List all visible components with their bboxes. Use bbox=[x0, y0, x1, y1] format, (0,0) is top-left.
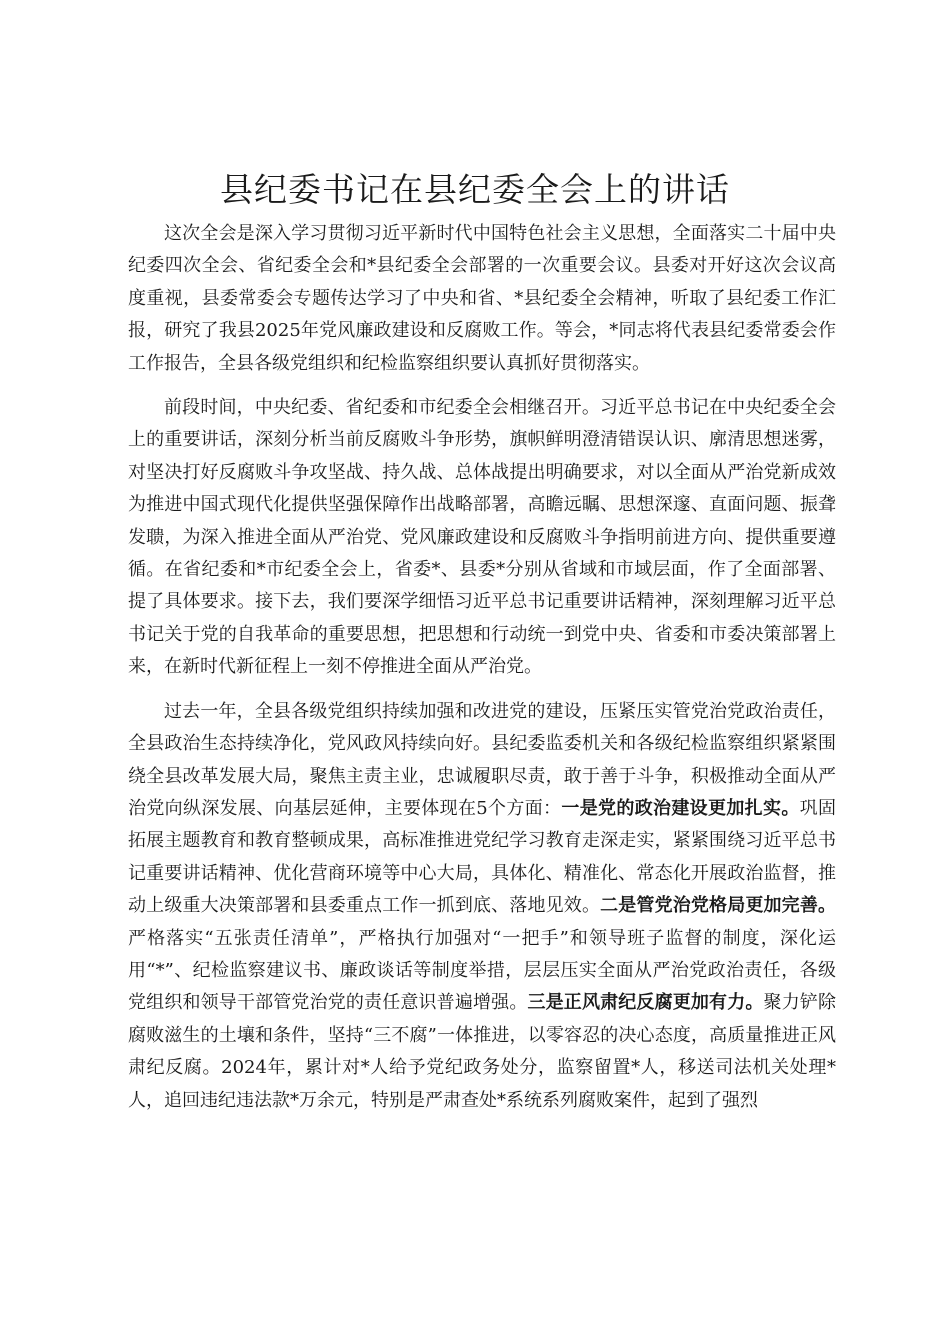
paragraph-2 bbox=[128, 392, 836, 684]
bold-heading-2: 二是管党治党格局更加完善。 bbox=[600, 895, 837, 917]
document-body bbox=[128, 218, 836, 1129]
paragraph-text: 聚力铲除腐败滋生的土壤和条件，坚持“三不腐”一体推进，以零容忍的决心态度，高质量推进正风肃纪反腐。2024年，累计对*人给予党纪政务处分，监察留置*人，移送司法机关处理*人，追回违纪违法款*万余元，特别是严肃查处*系统系列腐败案件，起到了强烈 bbox=[128, 992, 837, 1111]
paragraph-text: 巩固拓展主题教育和教育整顿成果，高标准推进党纪学习教育走深走实，紧紧围绕习近平总书记重要讲话精神、优化营商环境等中心大局，具体化、精准化、常态化开展政治监督，推动上级重大决策部署和县委重点工作一抓到底、落地见效。 bbox=[128, 797, 837, 917]
paragraph-text: 前段时间，中央纪委、省纪委和市纪委全会相继召开。习近平总书记在中央纪委全会上的重要讲话，深刻分析当前反腐败斗争形势，旗帜鲜明澄清错误认识、廓清思想迷雾，对坚决打好反腐败斗争攻坚战、持久战、总体战提出明确要求，对以全面从严治党新成效为推进中国式现代化提供坚强保障作出战略部署，高瞻远瞩、思想深邃、直面问题、振聋发聩，为深入推进全面从严治党、党风廉政建设和反腐败斗争指明前进方向、提供重要遵循。在省纪委和*市纪委全会上，省委*、县委*分别从省域和市域层面，作了全面部署、提了具体要求。接下去，我们要深学细悟习近平总书记重要讲话精神，深刻理解习近平总书记关于党的自我革命的重要思想，把思想和行动统一到党中央、省委和市委决策部署上来，在新时代新征程上一刻不停推进全面从严治党。 bbox=[128, 397, 836, 678]
document-title: 县纪委书记在县纪委全会上的讲话 bbox=[220, 170, 730, 209]
paragraph-text: 严格落实“五张责任清单”，严格执行加强对“一把手”和领导班子监督的制度，深化运用“*”、纪检监察建议书、廉政谈话等制度举措，层层压实全面从严治党政治责任，各级党组织和领导干部管党治党的责任意识普遍增强。 bbox=[128, 927, 836, 1014]
paragraph-1 bbox=[128, 218, 836, 380]
paragraph-text: 过去一年，全县各级党组织持续加强和改进党的建设，压紧压实管党治党政治责任，全县政治生态持续净化，党风政风持续向好。县纪委监委机关和各级纪检监察组织紧紧围绕全县改革发展大局，聚焦主责主业，忠诚履职尽责，敢于善于斗争，积极推动全面从严治党向纵深发展、向基层延伸，主要体现在5个方面： bbox=[128, 700, 836, 819]
paragraph-3 bbox=[128, 696, 836, 1117]
paragraph-text: 这次全会是深入学习贯彻习近平新时代中国特色社会主义思想，全面落实二十届中央纪委四次全会、省纪委全会和*县纪委全会部署的一次重要会议。县委对开好这次会议高度重视，县委常委会专题传达学习了中央和省、*县纪委全会精神，听取了县纪委工作汇报，研究了我县2025年党风廉政建设和反腐败工作。等会，*同志将代表县纪委常委会作工作报告，全县各级党组织和纪检监察组织要认真抓好贯彻落实。 bbox=[128, 223, 836, 374]
bold-heading-3: 三是正风肃纪反腐更加有力。 bbox=[527, 992, 764, 1014]
bold-heading-1: 一是党的政治建设更加扎实。 bbox=[561, 797, 800, 819]
